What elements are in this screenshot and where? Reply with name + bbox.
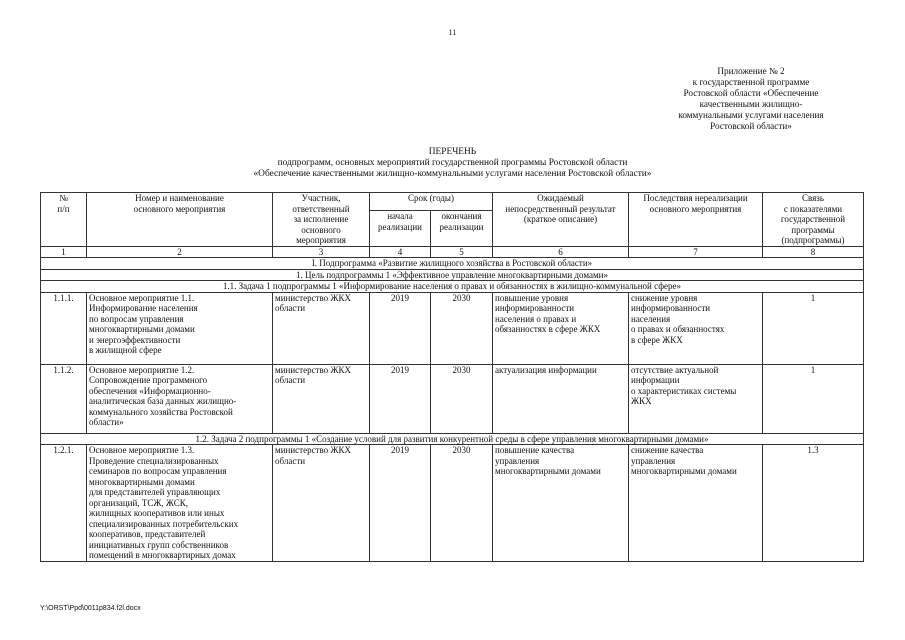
title-line: подпрограмм, основных мероприятий государственной программы Ростовской области [277, 158, 628, 168]
header-start: начала реализации [370, 211, 431, 246]
goal-title: 1. Цель подпрограммы 1 «Эффективное управление многоквартирными домами» [41, 269, 864, 281]
column-number: 5 [431, 246, 493, 258]
row-consequences: отсутствие актуальной информации о характеристиках системы ЖКХ [629, 364, 763, 433]
row-number: 1.1.2. [41, 364, 87, 433]
header-link: Связь с показателями государственной программы (подпрограммы) [763, 193, 864, 247]
subprogram-title: I. Подпрограмма «Развитие жилищного хозяйства в Ростовской области» [41, 258, 864, 270]
row-link: 1 [763, 364, 864, 433]
header-num: № п/п [41, 193, 87, 247]
header-participant: Участник, ответственный за исполнение основного мероприятия [273, 193, 370, 247]
task-title: 1.1. Задача 1 подпрограммы 1 «Информирование населения о правах и обязанностях в жилищно-коммунальной сфере» [41, 281, 864, 293]
row-start: 2019 [370, 364, 431, 433]
column-number: 8 [763, 246, 864, 258]
row-number: 1.1.1. [41, 292, 87, 364]
column-numbers-row [41, 246, 864, 258]
column-number: 3 [273, 246, 370, 258]
table-row [41, 445, 864, 562]
row-end: 2030 [431, 292, 493, 364]
document-title [0, 147, 905, 180]
header-end: окончания реализации [431, 211, 493, 246]
row-end: 2030 [431, 364, 493, 433]
row-name: Основное мероприятие 1.1. Информирование населения по вопросам управления многоквартирными домами и энергоэффективности в жилищной сфере [87, 292, 273, 364]
header-term: Срок (годы) [370, 193, 493, 211]
task-row [41, 433, 864, 445]
row-start: 2019 [370, 292, 431, 364]
title-heading: ПЕРЕЧЕНЬ [428, 147, 477, 157]
measures-table [40, 192, 864, 562]
table-row [41, 292, 864, 364]
table-header-row [41, 193, 864, 211]
appendix-line: коммунальными услугами населения [678, 110, 824, 120]
subprogram-row [41, 258, 864, 270]
appendix-line: качественными жилищно- [699, 99, 803, 109]
row-name: Основное мероприятие 1.3. Проведение специализированных семинаров по вопросам управления многоквартирными домами для представителей управляющих организаций, ТСЖ, ЖСК, жилищных кооперативов или иных специализированных потребительских кооперативов, представителей инициативных групп собственников помещений в многоквартирных домах [87, 445, 273, 562]
column-number: 7 [629, 246, 763, 258]
row-participant: министерство ЖКХ области [273, 364, 370, 433]
appendix-line: Ростовской области» [710, 121, 792, 131]
row-result: повышение уровня информированности населения о правах и обязанностях в сфере ЖКХ [493, 292, 629, 364]
file-path-footer: Y:\ORST\Ppd\0011p834.f2l.docx [40, 605, 141, 612]
column-number: 6 [493, 246, 629, 258]
appendix-line: Приложение № 2 [717, 66, 785, 76]
row-link: 1.3 [763, 445, 864, 562]
task-row [41, 281, 864, 293]
column-number: 4 [370, 246, 431, 258]
title-line: «Обеспечение качественными жилищно-коммунальными услугами населения Ростовской области» [253, 169, 652, 179]
appendix-caption [640, 66, 862, 132]
row-consequences: снижение качества управления многоквартирными домами [629, 445, 763, 562]
row-participant: министерство ЖКХ области [273, 445, 370, 562]
row-result: повышение качества управления многоквартирными домами [493, 445, 629, 562]
column-number: 2 [87, 246, 273, 258]
row-name: Основное мероприятие 1.2. Сопровождение программного обеспечения «Информационно- аналитическая база данных жилищно- коммунального хозяйства Ростовской области» [87, 364, 273, 433]
row-link: 1 [763, 292, 864, 364]
task-title: 1.2. Задача 2 подпрограммы 1 «Создание условий для развития конкурентной среды в сфере управления многоквартирными домами» [41, 433, 864, 445]
appendix-line: к государственной программе [692, 77, 810, 87]
row-result: актуализация информации [493, 364, 629, 433]
appendix-line: Ростовской области «Обеспечение [683, 88, 819, 98]
column-number: 1 [41, 246, 87, 258]
row-number: 1.2.1. [41, 445, 87, 562]
row-start: 2019 [370, 445, 431, 562]
header-consequences: Последствия нереализации основного мероприятия [629, 193, 763, 247]
row-end: 2030 [431, 445, 493, 562]
row-participant: министерство ЖКХ области [273, 292, 370, 364]
header-result: Ожидаемый непосредственный результат (краткое описание) [493, 193, 629, 247]
page-number: 11 [448, 28, 457, 37]
goal-row [41, 269, 864, 281]
header-name: Номер и наименование основного мероприятия [87, 193, 273, 247]
table-row [41, 364, 864, 433]
row-consequences: снижение уровня информированности населения о правах и обязанностях в сфере ЖКХ [629, 292, 763, 364]
